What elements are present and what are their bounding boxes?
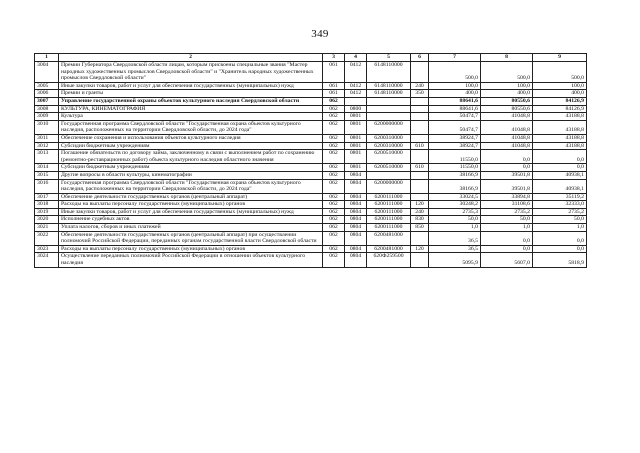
item-name-cell: Обеспечение деятельности государственных органов (центральный аппарат) — [59, 193, 323, 201]
table-row — [35, 120, 587, 134]
admin-code-cell: 062 — [323, 97, 345, 105]
item-name-cell: Другие вопросы в области культуры, кинематографии — [59, 171, 323, 179]
amount-year3-cell: 2735,2 — [533, 208, 587, 216]
amount-year1-cell: 50474,7 — [429, 120, 481, 134]
amount-year3-cell: 40938,1 — [533, 179, 587, 193]
item-name-cell: Исполнение судебных актов — [59, 216, 323, 224]
expense-type-cell — [411, 97, 429, 105]
row-number-cell: 3005 — [35, 82, 59, 90]
amount-year3-cell: 500,0 — [533, 62, 587, 83]
table-row — [35, 113, 587, 121]
row-number-cell: 3018 — [35, 201, 59, 209]
amount-year3-cell: 0,0 — [533, 164, 587, 172]
table-row — [35, 134, 587, 142]
amount-year3-cell: 0,0 — [533, 231, 587, 245]
admin-code-cell: 062 — [323, 171, 345, 179]
amount-year2-cell: 80550,6 — [481, 105, 533, 113]
table-row — [35, 150, 587, 164]
header-cell: 8 — [481, 54, 533, 62]
section-code-cell — [345, 97, 367, 105]
header-cell: 6 — [411, 54, 429, 62]
amount-year1-cell: 38924,7 — [429, 134, 481, 142]
item-name-cell: Государственная программа Свердловской области "Государственная охрана объектов культурного наследия, расположенных на территории Свердловской области, до 2024 года" — [59, 179, 323, 193]
table-row — [35, 105, 587, 113]
expense-type-cell — [411, 179, 429, 193]
amount-year2-cell: 400,0 — [481, 90, 533, 98]
admin-code-cell: 062 — [323, 231, 345, 245]
table-row — [35, 253, 587, 267]
amount-year2-cell: 100,0 — [481, 82, 533, 90]
row-number-cell: 3009 — [35, 113, 59, 121]
item-name-cell: Обеспечение деятельности государственных органов (центральный аппарат) при осуществлении полномочий Российской Федерации, переданных органам государственной власти Свердловской области — [59, 231, 323, 245]
item-name-cell: Субсидии бюджетным учреждениям — [59, 142, 323, 150]
amount-year3-cell: 32333,0 — [533, 201, 587, 209]
admin-code-cell: 062 — [323, 253, 345, 267]
amount-year3-cell: 43188,8 — [533, 142, 587, 150]
table-row — [35, 171, 587, 179]
section-code-cell: 0412 — [345, 62, 367, 83]
section-code-cell: 0804 — [345, 193, 367, 201]
amount-year3-cell: 84126,9 — [533, 97, 587, 105]
table-row — [35, 82, 587, 90]
target-code-cell: 6200111000 — [367, 201, 411, 209]
admin-code-cell: 062 — [323, 142, 345, 150]
amount-year2-cell: 50,0 — [481, 216, 533, 224]
section-code-cell: 0804 — [345, 179, 367, 193]
admin-code-cell: 062 — [323, 224, 345, 232]
amount-year1-cell: 88641,6 — [429, 105, 481, 113]
item-name-cell: Управление государственной охраны объектов культурного наследия Свердловской области — [59, 97, 323, 105]
section-code-cell: 0804 — [345, 208, 367, 216]
target-code-cell: 6200310000 — [367, 134, 411, 142]
expense-type-cell: 350 — [411, 90, 429, 98]
item-name-cell: Уплата налогов, сборов и иных платежей — [59, 224, 323, 232]
table-row — [35, 201, 587, 209]
section-code-cell: 0804 — [345, 224, 367, 232]
amount-year1-cell: 500,0 — [429, 62, 481, 83]
target-code-cell — [367, 97, 411, 105]
admin-code-cell: 062 — [323, 245, 345, 253]
section-code-cell: 0801 — [345, 120, 367, 134]
item-name-cell: Обеспечение сохранения и использования объектов культурного наследия — [59, 134, 323, 142]
target-code-cell: 6200510000 — [367, 150, 411, 164]
amount-year1-cell: 400,0 — [429, 90, 481, 98]
row-number-cell: 3004 — [35, 62, 59, 83]
header-cell: 7 — [429, 54, 481, 62]
amount-year2-cell: 39501,8 — [481, 171, 533, 179]
amount-year3-cell: 0,0 — [533, 150, 587, 164]
target-code-cell: 6200000000 — [367, 120, 411, 134]
table-header-row — [35, 54, 587, 62]
admin-code-cell: 061 — [323, 62, 345, 83]
target-code-cell: 6200481000 — [367, 231, 411, 245]
amount-year3-cell: 40938,1 — [533, 171, 587, 179]
amount-year2-cell: 41048,8 — [481, 142, 533, 150]
amount-year2-cell: 0,0 — [481, 231, 533, 245]
admin-code-cell: 062 — [323, 193, 345, 201]
header-cell: 1 — [35, 54, 59, 62]
amount-year1-cell: 38166,9 — [429, 171, 481, 179]
table-row — [35, 90, 587, 98]
row-number-cell: 3023 — [35, 245, 59, 253]
table-row — [35, 231, 587, 245]
amount-year1-cell: 100,0 — [429, 82, 481, 90]
section-code-cell: 0801 — [345, 113, 367, 121]
expense-type-cell — [411, 193, 429, 201]
amount-year1-cell: 38166,9 — [429, 179, 481, 193]
item-name-cell: Премии и гранты — [59, 90, 323, 98]
section-code-cell: 0804 — [345, 253, 367, 267]
expense-type-cell: 610 — [411, 164, 429, 172]
section-code-cell: 0804 — [345, 216, 367, 224]
amount-year2-cell: 41048,8 — [481, 113, 533, 121]
amount-year2-cell: 31108,6 — [481, 201, 533, 209]
row-number-cell: 3021 — [35, 224, 59, 232]
amount-year1-cell: 5095,9 — [429, 253, 481, 267]
expense-type-cell: 240 — [411, 208, 429, 216]
item-name-cell: Погашение обязательств по договору займа, заключенному в связи с выполнением работ по сохранению (ремонтно-реставрационных работ) объекта культурного наследия областного значения — [59, 150, 323, 164]
item-name-cell: Премии Губернатора Свердловской области лицам, которым присвоены специальные звания "Мастер народных художественных промыслов Свердловской области" и "Хранитель народных художественных промыслов Свердловской области" — [59, 62, 323, 83]
target-code-cell: 620Ф259500 — [367, 253, 411, 267]
amount-year1-cell: 30248,2 — [429, 201, 481, 209]
row-number-cell: 3020 — [35, 216, 59, 224]
budget-table — [34, 53, 587, 268]
expense-type-cell: 610 — [411, 142, 429, 150]
section-code-cell: 0801 — [345, 150, 367, 164]
amount-year2-cell: 0,0 — [481, 245, 533, 253]
target-code-cell: 6148110000 — [367, 90, 411, 98]
expense-type-cell — [411, 231, 429, 245]
amount-year3-cell: 43188,8 — [533, 120, 587, 134]
row-number-cell: 3007 — [35, 97, 59, 105]
target-code-cell: 6200111000 — [367, 208, 411, 216]
amount-year3-cell: 43188,8 — [533, 113, 587, 121]
admin-code-cell: 061 — [323, 90, 345, 98]
amount-year3-cell: 5818,9 — [533, 253, 587, 267]
header-cell: 5 — [367, 54, 411, 62]
admin-code-cell: 062 — [323, 105, 345, 113]
section-code-cell: 0804 — [345, 231, 367, 245]
table-row — [35, 193, 587, 201]
item-name-cell: Осуществление переданных полномочий Российской Федерации в отношении объектов культурного наследия — [59, 253, 323, 267]
section-code-cell: 0801 — [345, 142, 367, 150]
amount-year2-cell: 80550,6 — [481, 97, 533, 105]
row-number-cell: 3008 — [35, 105, 59, 113]
section-code-cell: 0412 — [345, 90, 367, 98]
amount-year1-cell: 36,5 — [429, 245, 481, 253]
expense-type-cell — [411, 150, 429, 164]
section-code-cell: 0800 — [345, 105, 367, 113]
admin-code-cell: 062 — [323, 120, 345, 134]
expense-type-cell: 120 — [411, 245, 429, 253]
target-code-cell: 6200481000 — [367, 245, 411, 253]
expense-type-cell — [411, 113, 429, 121]
amount-year1-cell: 1,0 — [429, 224, 481, 232]
amount-year1-cell: 33024,5 — [429, 193, 481, 201]
expense-type-cell: 850 — [411, 224, 429, 232]
table-row — [35, 142, 587, 150]
admin-code-cell: 062 — [323, 113, 345, 121]
amount-year1-cell: 36,5 — [429, 231, 481, 245]
expense-type-cell — [411, 134, 429, 142]
row-number-cell: 3022 — [35, 231, 59, 245]
header-cell: 4 — [345, 54, 367, 62]
table-row — [35, 224, 587, 232]
item-name-cell: Культура — [59, 113, 323, 121]
item-name-cell: Расходы на выплаты персоналу государственных (муниципальных) органов — [59, 201, 323, 209]
amount-year1-cell: 50474,7 — [429, 113, 481, 121]
expense-type-cell — [411, 253, 429, 267]
amount-year2-cell: 1,0 — [481, 224, 533, 232]
expense-type-cell: 830 — [411, 216, 429, 224]
row-number-cell: 3012 — [35, 142, 59, 150]
amount-year2-cell: 33894,8 — [481, 193, 533, 201]
table-row — [35, 97, 587, 105]
table-row — [35, 62, 587, 83]
amount-year3-cell: 100,0 — [533, 82, 587, 90]
item-name-cell: Расходы на выплаты персоналу государственных (муниципальных) органов — [59, 245, 323, 253]
admin-code-cell: 062 — [323, 150, 345, 164]
target-code-cell — [367, 171, 411, 179]
target-code-cell — [367, 113, 411, 121]
amount-year1-cell: 11550,0 — [429, 150, 481, 164]
row-number-cell: 3014 — [35, 164, 59, 172]
admin-code-cell: 062 — [323, 134, 345, 142]
amount-year2-cell: 41048,8 — [481, 120, 533, 134]
section-code-cell: 0801 — [345, 134, 367, 142]
amount-year3-cell: 50,0 — [533, 216, 587, 224]
target-code-cell: 6148110000 — [367, 62, 411, 83]
target-code-cell — [367, 105, 411, 113]
item-name-cell: Субсидии бюджетным учреждениям — [59, 164, 323, 172]
row-number-cell: 3015 — [35, 171, 59, 179]
row-number-cell: 3024 — [35, 253, 59, 267]
expense-type-cell — [411, 62, 429, 83]
admin-code-cell: 062 — [323, 216, 345, 224]
amount-year1-cell: 38924,7 — [429, 142, 481, 150]
amount-year1-cell: 50,0 — [429, 216, 481, 224]
target-code-cell: 6148110000 — [367, 82, 411, 90]
amount-year2-cell: 500,0 — [481, 62, 533, 83]
row-number-cell: 3010 — [35, 120, 59, 134]
header-cell: 9 — [533, 54, 587, 62]
amount-year2-cell: 41048,8 — [481, 134, 533, 142]
amount-year3-cell: 1,0 — [533, 224, 587, 232]
amount-year3-cell: 0,0 — [533, 245, 587, 253]
item-name-cell: Иные закупки товаров, работ и услуг для обеспечения государственных (муниципальных) нужд — [59, 208, 323, 216]
page-number: 349 — [311, 28, 329, 40]
admin-code-cell: 062 — [323, 179, 345, 193]
table-row — [35, 208, 587, 216]
admin-code-cell: 062 — [323, 208, 345, 216]
header-cell: 3 — [323, 54, 345, 62]
amount-year1-cell: 11550,0 — [429, 164, 481, 172]
table-row — [35, 216, 587, 224]
table-row — [35, 164, 587, 172]
target-code-cell: 6200000000 — [367, 179, 411, 193]
amount-year2-cell: 0,0 — [481, 150, 533, 164]
amount-year1-cell: 88641,6 — [429, 97, 481, 105]
section-code-cell: 0804 — [345, 171, 367, 179]
row-number-cell: 3019 — [35, 208, 59, 216]
section-code-cell: 0804 — [345, 201, 367, 209]
admin-code-cell: 061 — [323, 82, 345, 90]
expense-type-cell — [411, 120, 429, 134]
header-cell: 2 — [59, 54, 323, 62]
amount-year3-cell: 43188,8 — [533, 134, 587, 142]
section-code-cell: 0801 — [345, 164, 367, 172]
table-row — [35, 179, 587, 193]
amount-year2-cell: 5607,0 — [481, 253, 533, 267]
amount-year2-cell: 39501,8 — [481, 179, 533, 193]
target-code-cell: 6200111000 — [367, 193, 411, 201]
admin-code-cell: 062 — [323, 201, 345, 209]
row-number-cell: 3011 — [35, 134, 59, 142]
budget-table-body — [35, 54, 587, 268]
section-code-cell: 0412 — [345, 82, 367, 90]
budget-table-container — [34, 53, 586, 268]
table-row — [35, 245, 587, 253]
amount-year2-cell: 2735,2 — [481, 208, 533, 216]
section-code-cell: 0804 — [345, 245, 367, 253]
expense-type-cell: 120 — [411, 201, 429, 209]
amount-year2-cell: 0,0 — [481, 164, 533, 172]
row-number-cell: 3016 — [35, 179, 59, 193]
admin-code-cell: 062 — [323, 164, 345, 172]
expense-type-cell: 240 — [411, 82, 429, 90]
row-number-cell: 3017 — [35, 193, 59, 201]
item-name-cell: Иные закупки товаров, работ и услуг для обеспечения государственных (муниципальных) нужд — [59, 82, 323, 90]
row-number-cell: 3013 — [35, 150, 59, 164]
expense-type-cell — [411, 171, 429, 179]
item-name-cell: КУЛЬТУРА, КИНЕМАТОГРАФИЯ — [59, 105, 323, 113]
amount-year3-cell: 84126,9 — [533, 105, 587, 113]
item-name-cell: Государственная программа Свердловской области "Государственная охрана объектов культурного наследия, расположенных на территории Свердловской области, до 2024 года" — [59, 120, 323, 134]
amount-year3-cell: 400,0 — [533, 90, 587, 98]
expense-type-cell — [411, 105, 429, 113]
target-code-cell: 6200510000 — [367, 164, 411, 172]
amount-year3-cell: 35119,2 — [533, 193, 587, 201]
target-code-cell: 6200111000 — [367, 224, 411, 232]
target-code-cell: 6200111000 — [367, 216, 411, 224]
row-number-cell: 3006 — [35, 90, 59, 98]
amount-year1-cell: 2735,3 — [429, 208, 481, 216]
target-code-cell: 6200310000 — [367, 142, 411, 150]
